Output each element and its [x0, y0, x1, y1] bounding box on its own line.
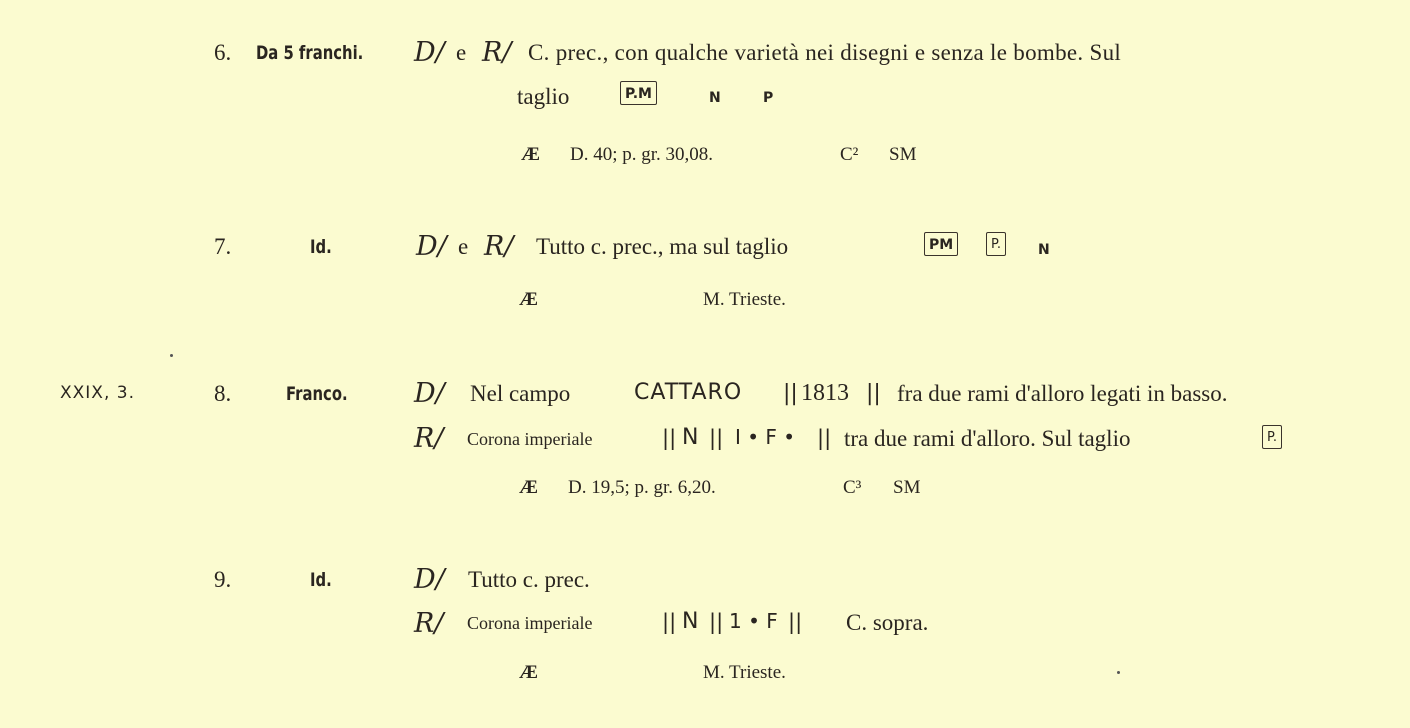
denomination: Franco. — [286, 383, 348, 405]
metal-symbol: Æ — [519, 662, 538, 683]
separator: || — [709, 426, 724, 450]
plate-reference: XXIX, 3. — [60, 383, 135, 403]
rarity: C² — [840, 144, 859, 165]
entry-number: 9. — [214, 567, 232, 592]
obverse-intro: Nel campo — [470, 381, 571, 406]
edge-mark-label: P. — [1262, 425, 1282, 449]
location: M. Trieste. — [703, 289, 786, 310]
edge-mark-label: PM — [924, 232, 958, 256]
obverse-text: fra due rami d'alloro legati in basso. — [897, 381, 1228, 406]
reverse-small-text: Corona imperiale — [467, 429, 593, 449]
edge-mark-label-2: P. — [986, 232, 1006, 256]
edge-letter-n: N — [709, 90, 721, 106]
edge-mark-box — [620, 81, 657, 105]
reverse-legend: 1 • F — [729, 609, 778, 633]
description: C. prec., con qualche varietà nei disegni e senza le bombe. Sul — [528, 40, 1122, 65]
edge-mark-box — [1262, 425, 1282, 449]
conjunction: e — [458, 234, 469, 259]
reverse-mark-icon: R/ — [414, 423, 444, 454]
description: Tutto c. prec., ma sul taglio — [536, 234, 789, 259]
separator: || — [662, 610, 677, 634]
obverse-year: 1813 — [801, 380, 849, 406]
denomination: Id. — [310, 569, 332, 591]
conjunction: e — [456, 40, 467, 65]
reverse-legend: I • F • — [735, 425, 796, 449]
obverse-legend: CATTARO — [634, 380, 743, 405]
denomination: Da 5 franchi. — [256, 42, 364, 64]
reverse-mark-icon: R/ — [482, 37, 512, 68]
collection: SM — [893, 477, 921, 498]
obverse-mark-icon: D/ — [414, 378, 445, 409]
separator: || — [817, 426, 832, 450]
separator: || — [788, 610, 803, 634]
coin-details: D. 19,5; p. gr. 6,20. — [568, 477, 716, 498]
metal-symbol: Æ — [521, 144, 540, 165]
edge-letter-n: N — [1038, 242, 1050, 258]
obverse-text: Tutto c. prec. — [468, 567, 590, 592]
edge-letter-p: P — [763, 90, 774, 106]
edge-mark-label: P.M — [620, 81, 657, 105]
denomination: Id. — [310, 236, 332, 258]
metal-symbol: Æ — [519, 289, 538, 310]
separator: || — [709, 610, 724, 634]
obverse-mark-icon: D/ — [414, 564, 445, 595]
description-cont: taglio — [517, 84, 570, 109]
location: M. Trieste. — [703, 662, 786, 683]
stray-dot — [170, 354, 173, 357]
collection: SM — [889, 144, 917, 165]
reverse-legend-n: N — [682, 609, 699, 634]
edge-mark-box-2 — [986, 232, 1006, 256]
obverse-mark-icon: D/ — [414, 37, 445, 68]
entry-number: 6. — [214, 40, 232, 65]
rarity: C³ — [843, 477, 862, 498]
reverse-legend-n: N — [682, 425, 699, 450]
separator: || — [866, 381, 881, 406]
coin-details: D. 40; p. gr. 30,08. — [570, 144, 714, 165]
reverse-mark-icon: R/ — [484, 231, 514, 262]
separator: || — [783, 381, 798, 406]
entry-number: 8. — [214, 381, 232, 406]
edge-mark-box — [924, 232, 958, 256]
reverse-text: C. sopra. — [846, 610, 929, 635]
reverse-mark-icon: R/ — [414, 608, 444, 639]
obverse-mark-icon: D/ — [416, 231, 447, 262]
entry-number: 7. — [214, 234, 232, 259]
stray-dot — [1117, 671, 1120, 674]
separator: || — [662, 426, 677, 450]
metal-symbol: Æ — [519, 477, 538, 498]
reverse-text: tra due rami d'alloro. Sul taglio — [844, 426, 1131, 451]
reverse-small-text: Corona imperiale — [467, 613, 593, 633]
